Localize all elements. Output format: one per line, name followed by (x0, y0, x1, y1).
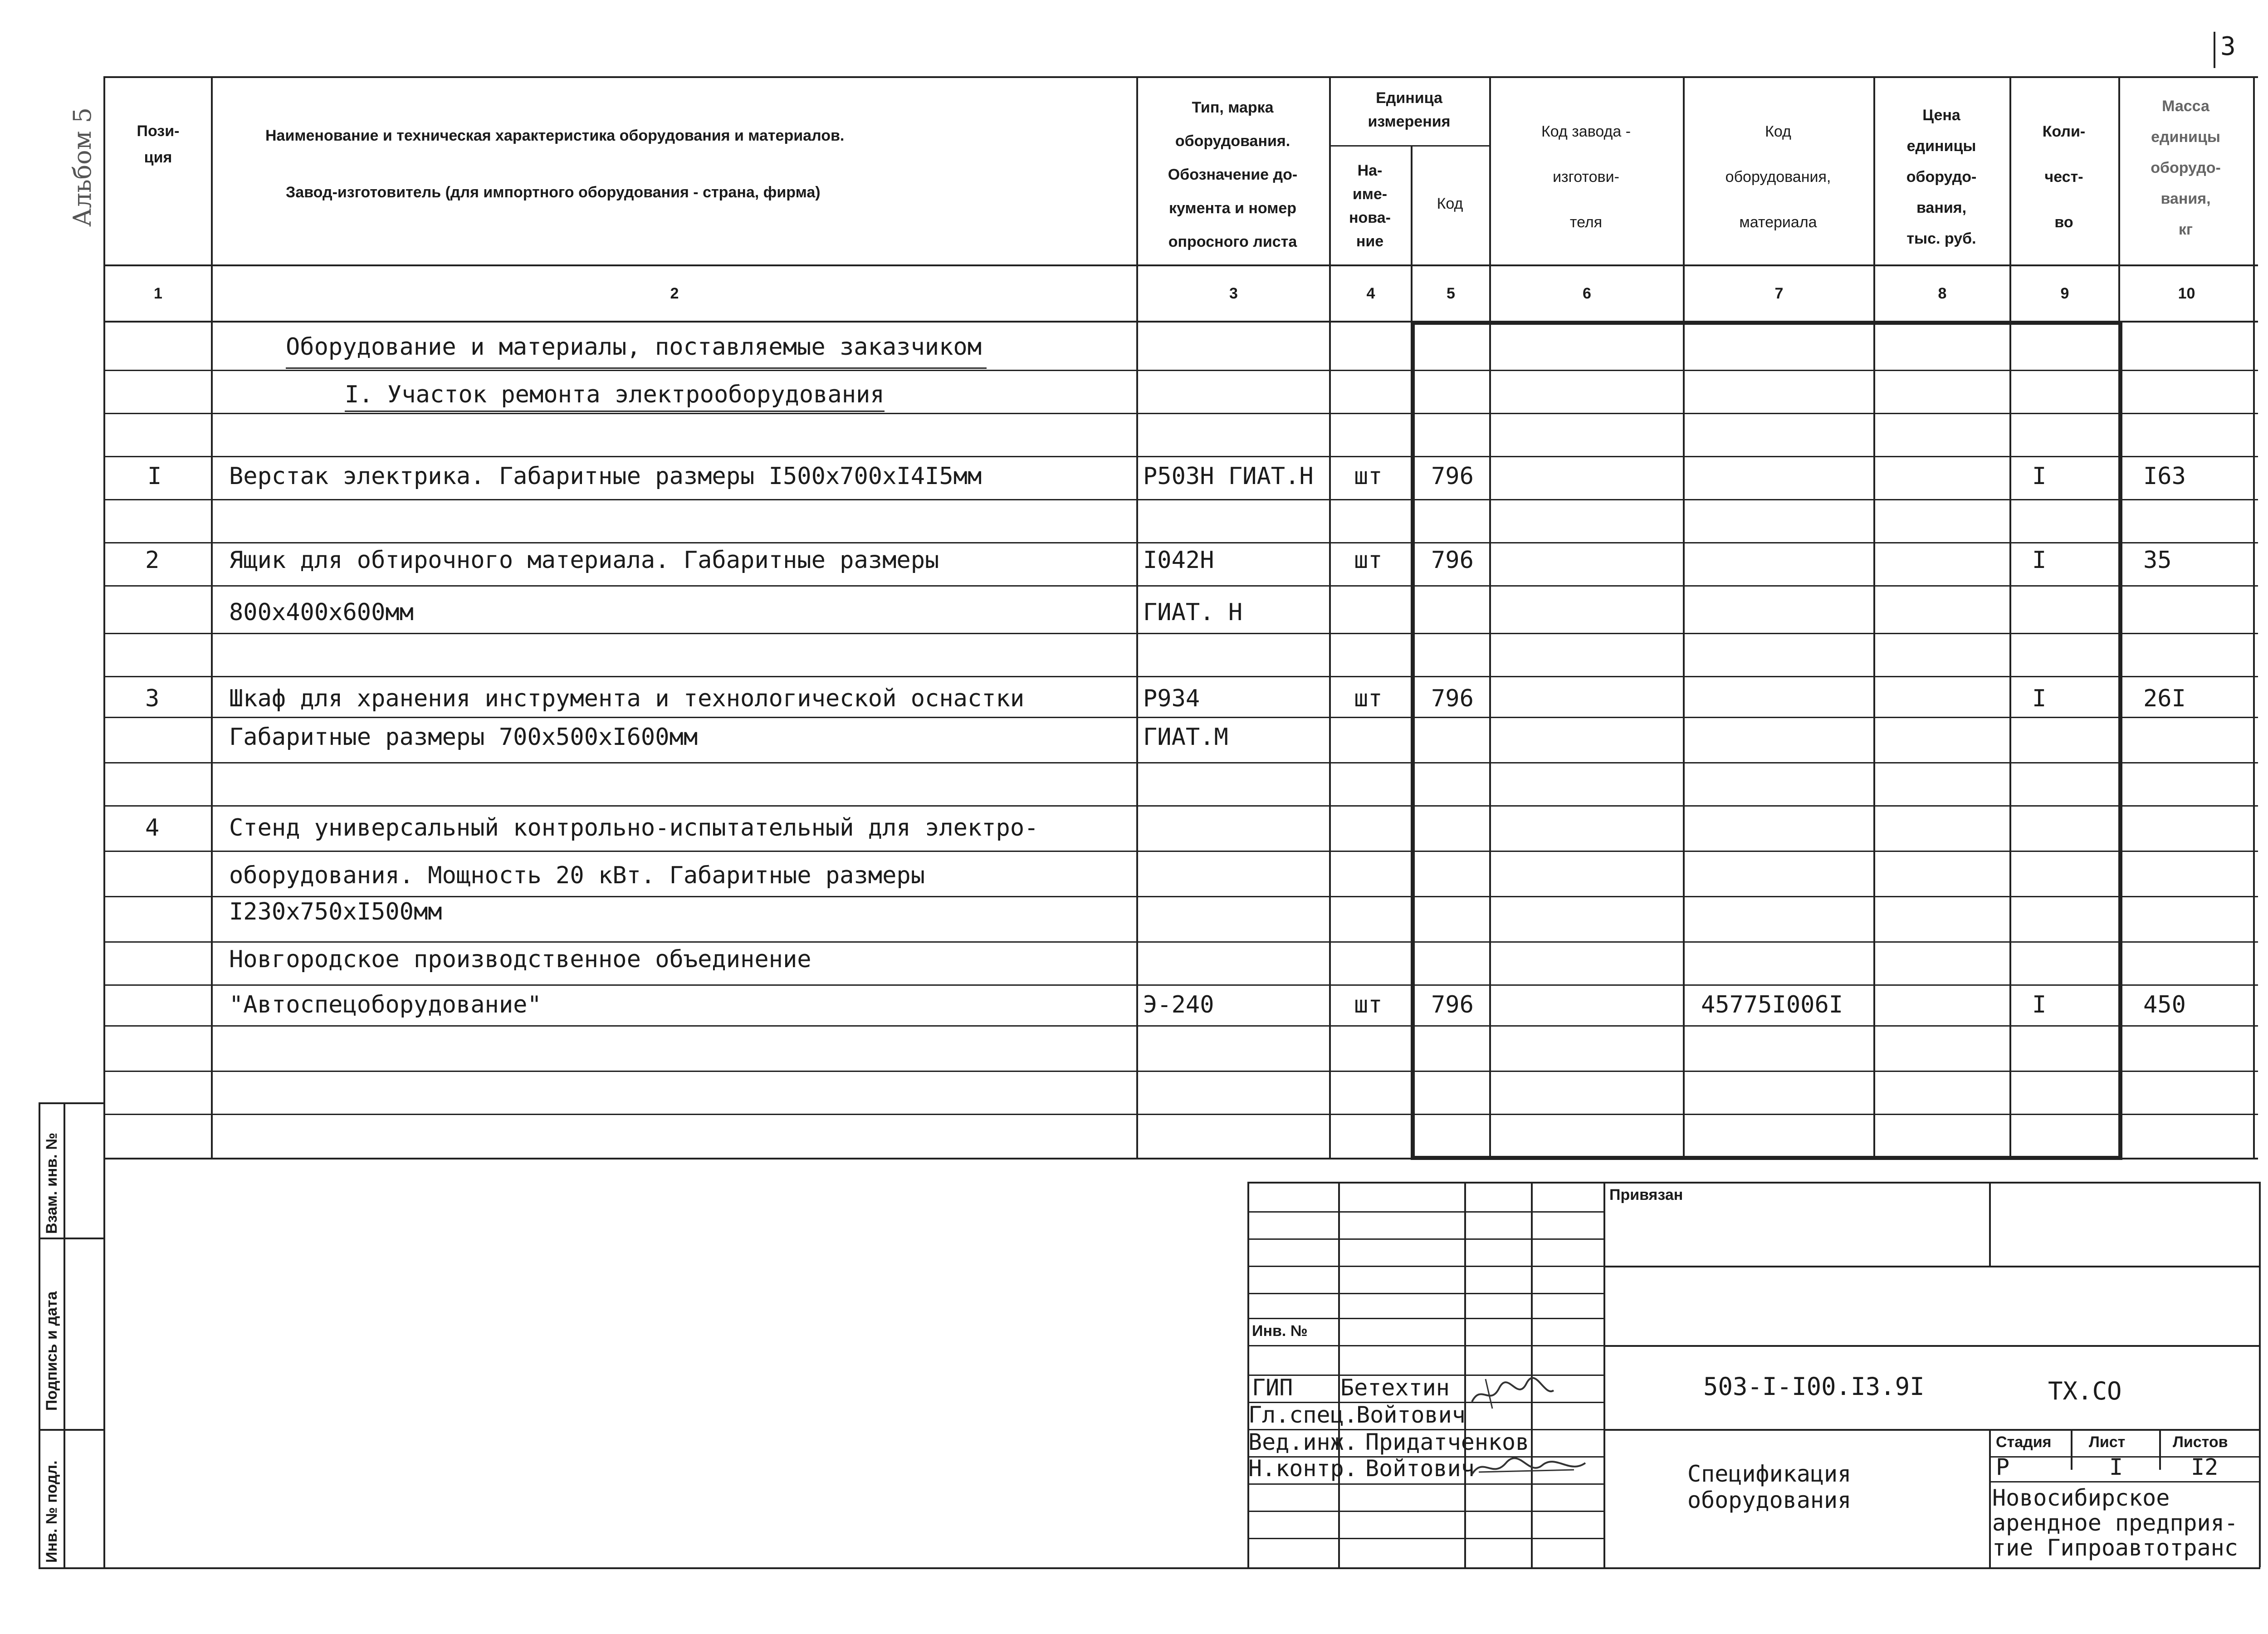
header-col8: Цена единицы оборудо- вания, тыс. руб. (1906, 107, 1977, 247)
staff-name-4: Войтович (1365, 1455, 1475, 1482)
doc-mark: ТХ.СО (2048, 1377, 2122, 1405)
row2-pos: 2 (145, 547, 160, 574)
colnum-1: 1 (154, 285, 162, 302)
tb-row (1247, 1266, 1603, 1267)
tb-col (2259, 1182, 2261, 1567)
col-divider (2253, 76, 2255, 1159)
table-top-border (103, 76, 2258, 78)
tb-row (1603, 1429, 2259, 1431)
side-stamp-line (39, 1429, 105, 1431)
tb-row (1247, 1345, 1603, 1346)
row-line (103, 762, 2258, 763)
bold-frame (1411, 321, 2122, 325)
tb-col (1603, 1182, 1605, 1567)
row-line (103, 717, 2258, 718)
row4-pos: 4 (145, 814, 160, 841)
row-line (103, 896, 2258, 897)
side-stamp-line (39, 1567, 105, 1569)
row4-type: Э-240 (1143, 991, 1214, 1018)
staff-role-3: Вед.инж. (1248, 1429, 1358, 1455)
colnum-6: 6 (1583, 285, 1591, 302)
row2-type: I042Н (1143, 547, 1214, 574)
subsection-title-underline (345, 411, 885, 412)
staff-role-2: Гл.спец. (1248, 1402, 1358, 1428)
bold-frame (1411, 321, 1415, 1160)
row4-name-line3: I230x750xI500мм (229, 898, 442, 925)
row4-code: 796 (1431, 991, 1474, 1018)
side-vzam-inv: Взам. инв. № (43, 1132, 60, 1234)
row1-name: Верстак электрика. Габаритные размеры I500x700xI4I5мм (229, 463, 982, 490)
signature-1 (1467, 1375, 1558, 1411)
header-col2-line1: Наименование и техническая характеристика оборудования и материалов. (265, 127, 845, 144)
row3-name: Шкаф для хранения инструмента и технологической оснастки (229, 685, 1025, 712)
col-divider (211, 76, 213, 1159)
tb-col (2071, 1429, 2072, 1470)
privyazan-label: Привязан (1609, 1186, 1683, 1203)
row1-mass: I63 (2143, 463, 2186, 490)
staff-role-4: Н.контр. (1248, 1455, 1358, 1482)
organization: Новосибирское арендное предприя- тие Гипроавтотранс (1992, 1485, 2238, 1561)
colnum-9: 9 (2060, 285, 2069, 302)
side-inv-podl: Инв. № подл. (43, 1460, 60, 1563)
row-line (103, 370, 2258, 371)
tb-col (1989, 1429, 1991, 1567)
row2-unit: шт (1354, 547, 1383, 574)
header-col7: Код оборудования, материала (1725, 123, 1831, 231)
album-label: Альбом 5 (68, 107, 97, 227)
row3-pos: 3 (145, 685, 160, 712)
row-line (103, 941, 2258, 943)
tb-row (1247, 1238, 1603, 1240)
header-col2-line2: Завод-изготовитель (для импортного оборудования - страна, фирма) (286, 184, 821, 201)
page-bottom-border (103, 1567, 2260, 1569)
row2-name-cont: 800x400x600мм (229, 599, 414, 626)
bold-frame (2118, 321, 2122, 1160)
row-line (103, 413, 2258, 414)
staff-name-2: Войтович (1356, 1402, 1466, 1428)
stage-label: Стадия (1996, 1433, 2052, 1451)
row-line (103, 1071, 2258, 1072)
doc-code: 503-I-I00.I3.9I (1703, 1372, 1925, 1401)
row-line (103, 585, 2258, 587)
header-col5: Код (1437, 195, 1463, 212)
row-line (103, 456, 2258, 457)
row2-name: Ящик для обтирочного материала. Габаритные размеры (229, 547, 939, 574)
header-col3: Тип, марка оборудования. Обозначение до- кумента и номер опросного листа (1168, 99, 1298, 250)
sheets-value: I2 (2191, 1454, 2219, 1480)
row3-qty: I (2032, 685, 2047, 712)
tb-row (1603, 1345, 2259, 1347)
inv-no-label: Инв. № (1252, 1322, 1308, 1340)
tb-row (1989, 1456, 2259, 1458)
row-line (103, 499, 2258, 500)
row4-name-line5: "Автоспецоборудование" (229, 991, 542, 1018)
page-number-tick (2214, 32, 2215, 68)
row-line (103, 1025, 2258, 1027)
row-line (103, 851, 2258, 852)
sheets-label: Листов (2173, 1433, 2228, 1451)
row4-equipment-code: 45775I006I (1701, 991, 1843, 1018)
tb-row (1247, 1538, 1603, 1539)
row-line (103, 1114, 2258, 1115)
row1-unit: шт (1354, 463, 1383, 490)
row2-qty: I (2032, 547, 2047, 574)
row1-type: Р503Н ГИАТ.Н (1143, 463, 1314, 490)
header-col4: На- име- нова- ние (1349, 162, 1391, 250)
doc-title: Спецификация оборудования (1687, 1461, 1852, 1513)
row4-qty: I (2032, 991, 2047, 1018)
row1-qty: I (2032, 463, 2047, 490)
row2-mass: 35 (2143, 547, 2172, 574)
unit-group-divider (1329, 145, 1489, 147)
sheet-label: Лист (2089, 1433, 2126, 1451)
header-unit-group: Единица измерения (1368, 89, 1451, 130)
signature-2 (1470, 1452, 1588, 1483)
side-stamp-left (39, 1102, 40, 1569)
colnum-3: 3 (1229, 285, 1238, 302)
colnum-2: 2 (670, 285, 679, 302)
row-line (103, 542, 2258, 543)
row2-type-cont: ГИАТ. Н (1143, 599, 1243, 626)
row1-code: 796 (1431, 463, 1474, 490)
row4-name-line2: оборудования. Мощность 20 кВт. Габаритные размеры (229, 862, 925, 889)
row3-name-cont: Габаритные размеры 700x500xI600мм (229, 724, 698, 751)
tb-col (1989, 1182, 1991, 1266)
title-block-top (1247, 1182, 2259, 1184)
tb-col (2159, 1429, 2161, 1470)
tb-row (1603, 1266, 2259, 1267)
row4-mass: 450 (2143, 991, 2186, 1018)
page-number: 3 (2220, 32, 2236, 61)
row3-unit: шт (1354, 685, 1383, 712)
header-col6: Код завода - изготови- теля (1541, 123, 1631, 231)
colnum-10: 10 (2178, 285, 2195, 302)
colnum-4: 4 (1366, 285, 1375, 302)
colnum-7: 7 (1774, 285, 1784, 302)
section-title: Оборудование и материалы, поставляемые заказчиком (286, 333, 982, 361)
tb-row (1247, 1511, 1603, 1512)
row4-name-line4: Новгородское производственное объединение (229, 946, 811, 973)
row3-type-cont: ГИАТ.М (1143, 724, 1228, 751)
header-col10: Масса единицы оборудо- вания, кг (2151, 98, 2221, 238)
row1-pos: I (147, 463, 162, 490)
row3-mass: 26I (2143, 685, 2186, 712)
row-line (103, 676, 2258, 677)
row-line (103, 984, 2258, 986)
row-line (103, 805, 2258, 807)
staff-role-1: ГИП (1252, 1375, 1293, 1401)
tb-row (1247, 1293, 1603, 1294)
tb-row (1989, 1481, 2259, 1482)
tb-row (1247, 1318, 1603, 1319)
side-stamp-line (39, 1102, 105, 1104)
section-title-underline (286, 367, 987, 369)
colnum-5: 5 (1447, 285, 1455, 302)
row4-name-line1: Стенд универсальный контрольно-испытательный для электро- (229, 814, 1039, 841)
subsection-title: I. Участок ремонта электрооборудования (345, 381, 885, 408)
staff-name-3: Придатченков (1365, 1429, 1530, 1455)
row4-unit: шт (1354, 991, 1383, 1018)
side-stamp-divider (64, 1102, 65, 1569)
header-col9: Коли- чест- во (2042, 123, 2086, 231)
colnum-8: 8 (1938, 285, 1947, 302)
row-line (103, 633, 2258, 634)
tb-row (1247, 1211, 1603, 1213)
stage-value: Р (1996, 1454, 2010, 1480)
staff-name-1: Бетехтин (1340, 1375, 1450, 1401)
header-bottom-border (103, 264, 2258, 266)
bold-frame (1411, 1156, 2122, 1160)
row3-type: Р934 (1143, 685, 1200, 712)
side-stamp-line (39, 1238, 105, 1239)
row3-code: 796 (1431, 685, 1474, 712)
row2-code: 796 (1431, 547, 1474, 574)
side-signature-date: Подпись и дата (43, 1291, 60, 1411)
sheet-value: I (2109, 1454, 2123, 1480)
header-col1: Пози- ция (137, 122, 180, 166)
tb-row (1247, 1483, 1603, 1485)
